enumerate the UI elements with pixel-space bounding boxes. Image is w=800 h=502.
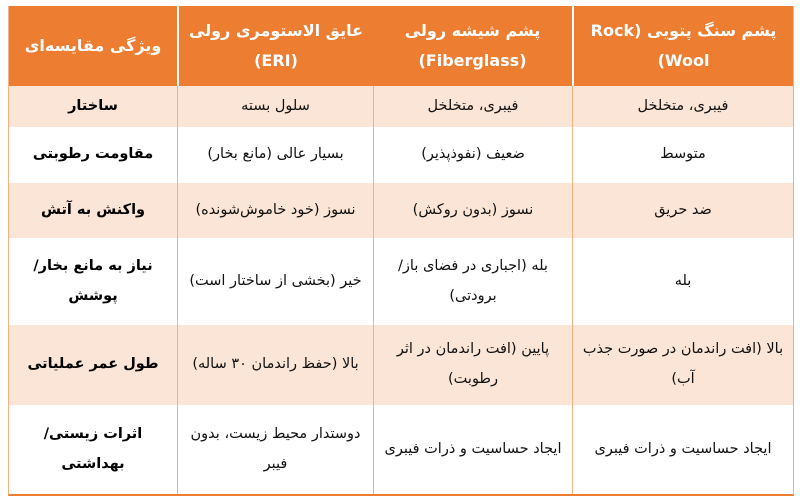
cell-moisture-eri: بسیار عالی (مانع بخار) [177,127,373,183]
header-cell-eri: عایق الاستومری رولی (ERI) [177,6,373,86]
cell-service-life-rockwool: بالا (افت راندمان در صورت جذب آب) [572,325,793,405]
cell-structure-fiberglass: فیبری، متخلخل [373,86,572,127]
row-header-health: اثرات زیستی/بهداشتی [9,405,177,494]
cell-fire-fiberglass: نسوز (بدون روکش) [373,183,572,238]
header-cell-rockwool: پشم سنگ پتویی (Rock Wool) [572,6,793,86]
row-header-service-life: طول عمر عملیاتی [9,325,177,405]
cell-fire-eri: نسوز (خود خاموش‌شونده) [177,183,373,238]
row-header-moisture: مقاومت رطوبتی [9,127,177,183]
row-header-fire: واکنش به آتش [9,183,177,238]
cell-vapor-barrier-eri: خیر (بخشی از ساختار است) [177,238,373,325]
cell-service-life-fiberglass: پایین (افت راندمان در اثر رطوبت) [373,325,572,405]
cell-health-fiberglass: ایجاد حساسیت و ذرات فیبری [373,405,572,494]
cell-moisture-rockwool: متوسط [572,127,793,183]
cell-vapor-barrier-fiberglass: بله (اجباری در فضای باز/برودتی) [373,238,572,325]
header-cell-feature: ویژگی مقایسه‌ای [9,6,177,86]
cell-health-rockwool: ایجاد حساسیت و ذرات فیبری [572,405,793,494]
cell-vapor-barrier-rockwool: بله [572,238,793,325]
cell-moisture-fiberglass: ضعیف (نفوذپذیر) [373,127,572,183]
insulation-comparison-table [8,6,794,496]
row-header-structure: ساختار [9,86,177,127]
row-header-vapor-barrier: نیاز به مانع بخار/پوشش [9,238,177,325]
cell-health-eri: دوستدار محیط زیست، بدون فیبر [177,405,373,494]
cell-fire-rockwool: ضد حریق [572,183,793,238]
cell-structure-rockwool: فیبری، متخلخل [572,86,793,127]
cell-service-life-eri: بالا (حفظ راندمان ۳۰ ساله) [177,325,373,405]
header-cell-fiberglass: پشم شیشه رولی (Fiberglass) [373,6,572,86]
cell-structure-eri: سلول بسته [177,86,373,127]
